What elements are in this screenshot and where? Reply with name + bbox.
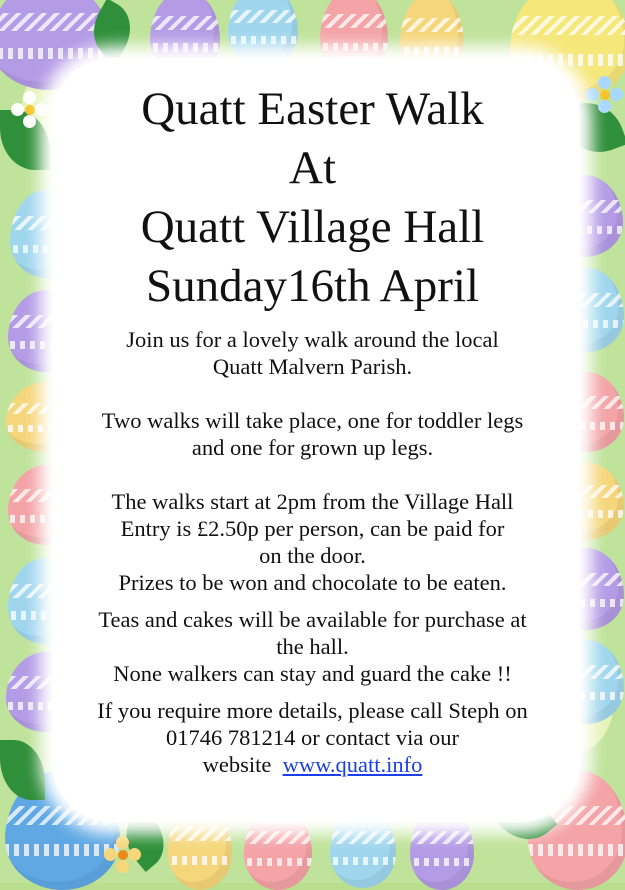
website-link[interactable]: www.quatt.info xyxy=(282,752,423,777)
flower-icon xyxy=(108,840,138,870)
poster-content xyxy=(40,80,585,778)
walks-paragraph xyxy=(40,407,585,461)
event-title-at: At xyxy=(289,142,336,194)
refreshments-paragraph xyxy=(40,606,585,687)
event-date: Sunday16th April xyxy=(146,260,479,312)
text-line: Teas and cakes will be available for purchase at xyxy=(98,607,527,632)
text-line: Two walks will take place, one for toddler legs xyxy=(101,408,524,433)
text-line: Quatt Malvern Parish. xyxy=(212,354,413,379)
website-line xyxy=(40,751,585,778)
event-title: Quatt Easter Walk xyxy=(141,83,484,135)
text-line: on the door. xyxy=(259,543,366,568)
flower-icon xyxy=(590,80,620,110)
website-prefix: website xyxy=(202,752,272,777)
text-line: If you require more details, please call Steph on xyxy=(97,698,528,723)
text-line: Entry is £2.50p per person, can be paid for xyxy=(120,516,505,541)
event-venue: Quatt Village Hall xyxy=(140,201,485,253)
text-line: The walks start at 2pm from the Village Hall xyxy=(111,489,514,514)
text-line: the hall. xyxy=(276,634,349,659)
contact-paragraph xyxy=(40,697,585,778)
text-line: Prizes to be won and chocolate to be eaten. xyxy=(118,570,507,595)
details-paragraph xyxy=(40,488,585,596)
text-line: Join us for a lovely walk around the local xyxy=(126,327,499,352)
intro-paragraph xyxy=(40,326,585,380)
text-line: 01746 781214 or contact via our xyxy=(165,725,460,750)
easter-egg-icon xyxy=(228,0,298,67)
text-line: None walkers can stay and guard the cake !! xyxy=(113,661,512,686)
text-line: and one for grown up legs. xyxy=(191,435,434,460)
